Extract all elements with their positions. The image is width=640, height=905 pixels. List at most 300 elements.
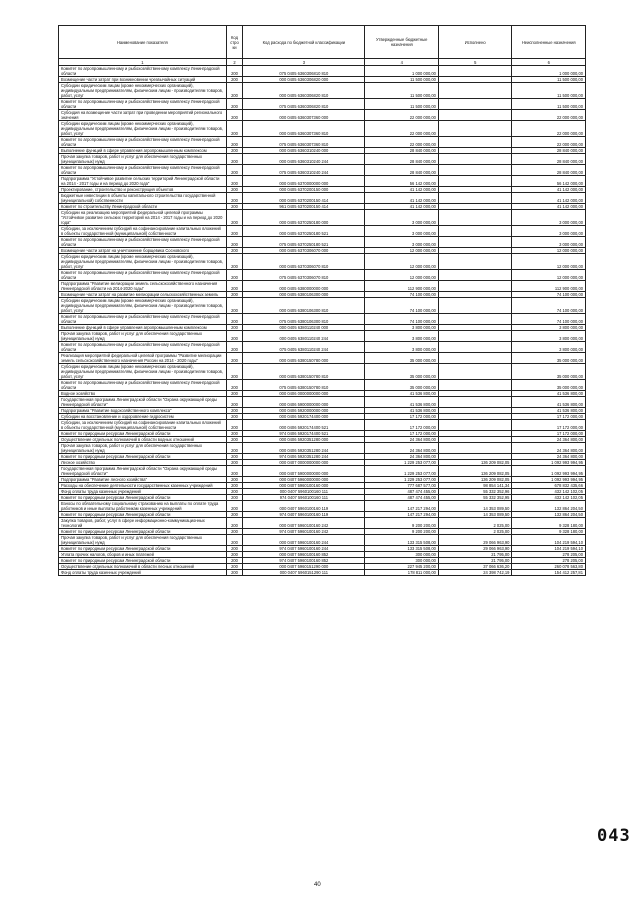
row-name: Лесное хозяйство [59, 460, 227, 466]
row-executed [438, 364, 512, 380]
row-approved: 24 364 800,00 [365, 454, 439, 460]
row-name: Подпрограмма "Развитие лесного хозяйства" [59, 477, 227, 483]
row-approved: 28 840 000,00 [365, 154, 439, 165]
row-unexecuted: 35 000 000,00 [512, 353, 586, 364]
column-number: 2 [226, 59, 243, 66]
row-unexecuted: 1 092 993 994,95 [512, 460, 586, 466]
row-unexecuted: 41 536 800,00 [512, 397, 586, 408]
row-unexecuted: 132 864 204,50 [512, 512, 586, 518]
row-approved: 28 840 000,00 [365, 165, 439, 176]
row-approved: 300 000,00 [365, 558, 439, 564]
table-row [59, 237, 586, 248]
row-approved: 11 500 000,00 [365, 83, 439, 99]
row-name: Подпрограмма "Устойчивое развитие сельских территорий Ленинградской области на 2014 - 2017 годы и на период до 2020 года" [59, 176, 227, 187]
row-classification: 974 0407 5960100160 111 [243, 495, 365, 501]
row-classification: 000 0407 5960100160 119 [243, 501, 365, 512]
row-executed: 14 353 089,50 [438, 501, 512, 512]
row-name: Субсидии юридическим лицам (кроме некоммерческих организаций), индивидуальным предпринимателям, физическим лицам - производителям товаров, работ, услуг [59, 298, 227, 314]
row-classification: 075 0405 6360307360 810 [243, 137, 365, 148]
row-unexecuted: 35 000 000,00 [512, 380, 586, 391]
row-classification: 000 0407 5960000000 000 [243, 477, 365, 483]
table-row [59, 226, 586, 237]
table-row [59, 364, 586, 380]
row-classification: 974 0407 5960100160 119 [243, 512, 365, 518]
row-code: 200 [226, 210, 243, 226]
row-unexecuted: 432 142 102,05 [512, 495, 586, 501]
row-unexecuted: 1 092 993 994,95 [512, 466, 586, 477]
row-approved: 3 000 000,00 [365, 210, 439, 226]
table-row [59, 535, 586, 546]
row-unexecuted: 9 328 180,00 [512, 529, 586, 535]
row-unexecuted: 41 536 800,00 [512, 408, 586, 414]
row-name: Комитет по агропромышленному и рыбохозяйственному комплексу Ленинградской области [59, 165, 227, 176]
row-name: Возмещение части затрат на развитие мелиорации сельскохозяйственных земель [59, 292, 227, 298]
row-unexecuted: 22 000 000,00 [512, 137, 586, 148]
row-executed [438, 99, 512, 110]
row-approved: 22 000 000,00 [365, 137, 439, 148]
header-executed: Исполнено [438, 26, 512, 59]
row-classification: 075 0405 6360306820 810 [243, 99, 365, 110]
row-unexecuted: 28 840 000,00 [512, 165, 586, 176]
row-approved: 74 100 000,00 [365, 298, 439, 314]
row-approved: 3 000 000,00 [365, 226, 439, 237]
row-approved: 1 229 253 077,00 [365, 466, 439, 477]
row-executed [438, 353, 512, 364]
row-code: 200 [226, 570, 243, 576]
row-approved: 3 800 000,00 [365, 342, 439, 353]
row-approved: 487 474 455,00 [365, 489, 439, 495]
table-row [59, 518, 586, 529]
row-approved: 12 000 000,00 [365, 254, 439, 270]
row-unexecuted: 12 000 000,00 [512, 248, 586, 254]
row-executed [438, 226, 512, 237]
row-approved: 112 900 000,00 [365, 281, 439, 292]
row-code: 200 [226, 364, 243, 380]
table-row [59, 529, 586, 535]
row-executed [438, 380, 512, 391]
row-unexecuted: 132 864 204,50 [512, 501, 586, 512]
row-code: 200 [226, 121, 243, 137]
row-executed [438, 83, 512, 99]
row-code: 200 [226, 546, 243, 552]
row-unexecuted: 41 536 800,00 [512, 391, 586, 397]
row-code: 200 [226, 443, 243, 454]
row-approved: 1 000 000,00 [365, 66, 439, 77]
row-unexecuted: 3 800 000,00 [512, 342, 586, 353]
row-code: 200 [226, 176, 243, 187]
table-row [59, 570, 586, 576]
table-row [59, 254, 586, 270]
row-approved: 17 172 000,00 [365, 414, 439, 420]
row-name: Комитет по агропромышленному и рыбохозяйственному комплексу Ленинградской области [59, 342, 227, 353]
row-classification: 000 0405 6360306820 810 [243, 83, 365, 99]
row-executed [438, 110, 512, 121]
row-classification: 974 0406 5920351280 244 [243, 454, 365, 460]
table-row [59, 298, 586, 314]
row-executed: 55 332 352,95 [438, 495, 512, 501]
row-approved: 1 229 253 077,00 [365, 477, 439, 483]
row-approved: 22 000 000,00 [365, 121, 439, 137]
table-row [59, 397, 586, 408]
row-approved: 41 142 000,00 [365, 187, 439, 193]
row-classification: 000 0405 6360307360 000 [243, 110, 365, 121]
row-name: Бюджетные инвестиции в объекты капитального строительства государственной (муниципальной) собственности [59, 193, 227, 204]
row-name: Подпрограмма "Развитие водохозяйственного комплекса" [59, 408, 227, 414]
row-unexecuted: 104 219 594,10 [512, 546, 586, 552]
row-executed [438, 66, 512, 77]
row-code: 200 [226, 535, 243, 546]
row-unexecuted: 74 100 000,00 [512, 292, 586, 298]
row-executed: 98 854 141,34 [438, 483, 512, 489]
row-approved: 777 687 577,00 [365, 483, 439, 489]
row-executed: 55 332 352,96 [438, 489, 512, 495]
header-unexecuted: Неисполненные назначения [512, 26, 586, 59]
row-unexecuted: 24 364 800,00 [512, 454, 586, 460]
row-classification: 000 0405 6370200150 000 [243, 187, 365, 193]
row-name: Комитет по агропромышленному и рыбохозяйственному комплексу Ленинградской области [59, 99, 227, 110]
row-name: Комитет по природным ресурсам Ленинградской области [59, 546, 227, 552]
row-code: 200 [226, 495, 243, 501]
row-code: 200 [226, 489, 243, 495]
row-approved: 41 536 800,00 [365, 397, 439, 408]
table-row [59, 501, 586, 512]
row-name: Возмещение части затрат на уничтожение борщевика Сосновского [59, 248, 227, 254]
row-executed: 136 209 082,05 [438, 466, 512, 477]
row-code: 200 [226, 342, 243, 353]
row-approved: 11 500 000,00 [365, 77, 439, 83]
row-classification: 974 0406 5920174400 521 [243, 431, 365, 437]
row-classification: 000 0405 6360306820 000 [243, 77, 365, 83]
page-number: 40 [314, 882, 321, 888]
row-unexecuted: 12 000 000,00 [512, 270, 586, 281]
row-approved: 3 000 000,00 [365, 237, 439, 248]
row-executed [438, 270, 512, 281]
row-executed: 21 795,00 [438, 558, 512, 564]
row-unexecuted: 28 840 000,00 [512, 148, 586, 154]
row-code: 200 [226, 99, 243, 110]
column-number: 1 [59, 59, 227, 66]
row-classification: 075 0405 6380110240 244 [243, 342, 365, 353]
row-code: 200 [226, 512, 243, 518]
row-classification: 000 0406 5920351280 244 [243, 443, 365, 454]
table-row [59, 137, 586, 148]
header-approved: Утвержденные бюджетные назначения [365, 26, 439, 59]
table-row [59, 477, 586, 483]
row-approved: 41 536 800,00 [365, 408, 439, 414]
row-approved: 35 000 000,00 [365, 364, 439, 380]
table-row [59, 483, 586, 489]
row-unexecuted: 17 172 000,00 [512, 420, 586, 431]
row-unexecuted: 260 078 563,80 [512, 564, 586, 570]
row-unexecuted: 1 000 000,00 [512, 66, 586, 77]
table-row [59, 121, 586, 137]
row-executed: 29 066 963,90 [438, 535, 512, 546]
row-unexecuted: 3 000 000,00 [512, 210, 586, 226]
row-name: Комитет по природным ресурсам Ленинградской области [59, 512, 227, 518]
row-unexecuted: 678 832 435,66 [512, 483, 586, 489]
row-code: 200 [226, 110, 243, 121]
row-classification: 974 0407 5960100160 244 [243, 546, 365, 552]
column-number: 4 [365, 59, 439, 66]
row-approved: 1 229 253 077,00 [365, 460, 439, 466]
row-code: 200 [226, 501, 243, 512]
table-row [59, 83, 586, 99]
row-unexecuted: 41 142 000,00 [512, 204, 586, 210]
row-executed [438, 254, 512, 270]
row-approved: 74 100 000,00 [365, 292, 439, 298]
row-unexecuted: 1 092 993 994,95 [512, 477, 586, 483]
table-row [59, 420, 586, 431]
row-code: 200 [226, 420, 243, 431]
table-row [59, 466, 586, 477]
row-approved: 41 142 000,00 [365, 193, 439, 204]
row-name: Проектирование, строительство и реконструкция объектов [59, 187, 227, 193]
row-name: Комитет по природным ресурсам Ленинградской области [59, 529, 227, 535]
table-row [59, 110, 586, 121]
row-code: 200 [226, 148, 243, 154]
row-code: 200 [226, 518, 243, 529]
row-name: Взносы по обязательному социальному страхованию на выплаты по оплате труда работников и иные выплаты работникам казенных учреждений [59, 501, 227, 512]
row-code: 200 [226, 254, 243, 270]
row-executed: 2 025,00 [438, 529, 512, 535]
row-classification: 000 0405 6380150780 810 [243, 364, 365, 380]
row-name: Субсидии на реализацию мероприятий федеральной целевой программы "Устойчивое развитие сельских территорий на 2014 - 2017 годы и на период до 2020 года" [59, 210, 227, 226]
row-name: Прочая закупка товаров, работ и услуг для обеспечения государственных (муниципальных) нужд [59, 331, 227, 342]
table-row [59, 314, 586, 325]
row-code: 200 [226, 391, 243, 397]
row-unexecuted: 9 328 180,00 [512, 518, 586, 529]
row-unexecuted: 3 800 000,00 [512, 331, 586, 342]
column-number: 6 [512, 59, 586, 66]
row-name: Фонд оплаты труда казенных учреждений [59, 489, 227, 495]
row-name: Выполнение функций в сфере управления агропромышленным комплексом [59, 325, 227, 331]
row-classification: 000 0405 6370306070 000 [243, 248, 365, 254]
row-approved: 9 200 200,00 [365, 518, 439, 529]
row-approved: 22 000 000,00 [365, 110, 439, 121]
row-classification: 000 0405 6380110240 000 [243, 325, 365, 331]
row-name: Субсидии юридическим лицам (кроме некоммерческих организаций), индивидуальным предпринимателям, физическим лицам - производителям товаров, работ, услуг [59, 254, 227, 270]
row-code: 200 [226, 477, 243, 483]
row-code: 200 [226, 564, 243, 570]
row-executed: 29 066 963,90 [438, 546, 512, 552]
row-classification: 000 0407 5960100160 852 [243, 552, 365, 558]
row-name: Возмещение части затрат при возникновении чрезвычайных ситуаций [59, 77, 227, 83]
row-classification: 000 0407 5960100160 111 [243, 489, 365, 495]
row-name: Комитет по природным ресурсам Ленинградской области [59, 558, 227, 564]
row-name: Выполнение функций в сфере управления агропромышленным комплексом [59, 148, 227, 154]
row-unexecuted: 112 900 000,00 [512, 281, 586, 292]
row-name: Осуществление отдельных полномочий в области водных отношений [59, 437, 227, 443]
row-classification: 000 0405 6360307360 810 [243, 121, 365, 137]
row-classification: 000 0405 6370306070 810 [243, 254, 365, 270]
table-row [59, 99, 586, 110]
row-code: 200 [226, 397, 243, 408]
row-unexecuted: 17 172 000,00 [512, 414, 586, 420]
row-classification: 000 0405 6380000000 000 [243, 281, 365, 292]
row-classification: 075 0405 6360310240 244 [243, 165, 365, 176]
row-unexecuted: 278 205,00 [512, 558, 586, 564]
row-code: 200 [226, 325, 243, 331]
row-code: 200 [226, 292, 243, 298]
row-classification: 000 0405 6370000000 000 [243, 176, 365, 187]
row-executed [438, 237, 512, 248]
row-code: 200 [226, 165, 243, 176]
row-approved: 178 811 000,00 [365, 570, 439, 576]
row-classification: 000 0405 6380106300 810 [243, 298, 365, 314]
row-code: 200 [226, 414, 243, 420]
row-approved: 3 800 000,00 [365, 331, 439, 342]
row-name: Субсидии, за исключением субсидий на софинансирование капитальных вложений в объекты государственной (муниципальной) собственности [59, 226, 227, 237]
row-name: Комитет по природным ресурсам Ленинградской области [59, 431, 227, 437]
row-code: 200 [226, 281, 243, 292]
row-executed [438, 193, 512, 204]
row-approved: 147 217 294,00 [365, 512, 439, 518]
row-approved: 133 315 508,00 [365, 535, 439, 546]
row-name: Субсидии на восстановление и оздоровление гидросистем [59, 414, 227, 420]
row-executed [438, 121, 512, 137]
table-row [59, 353, 586, 364]
row-name: Комитет по агропромышленному и рыбохозяйственному комплексу Ленинградской области [59, 237, 227, 248]
row-approved: 9 200 200,00 [365, 529, 439, 535]
row-name: Водное хозяйство [59, 391, 227, 397]
row-code: 200 [226, 380, 243, 391]
table-row [59, 564, 586, 570]
row-approved: 35 000 000,00 [365, 353, 439, 364]
row-name: Комитет по агропромышленному и рыбохозяйственному комплексу Ленинградской области [59, 270, 227, 281]
row-name: Комитет по природным ресурсам Ленинградской области [59, 495, 227, 501]
row-unexecuted: 11 500 000,00 [512, 77, 586, 83]
row-name: Субсидии, за исключением субсидий на софинансирование капитальных вложений в объекты государственной (муниципальной) собственности [59, 420, 227, 431]
row-code: 200 [226, 460, 243, 466]
row-code: 200 [226, 270, 243, 281]
row-code: 200 [226, 193, 243, 204]
row-name: Фонд оплаты труда казенных учреждений [59, 570, 227, 576]
row-code: 200 [226, 154, 243, 165]
row-classification: 000 0406 5920000000 000 [243, 408, 365, 414]
header-name: Наименование показателя [59, 26, 227, 59]
header-code: Код стро ки [226, 26, 243, 59]
row-unexecuted: 41 142 000,00 [512, 187, 586, 193]
table-row [59, 66, 586, 77]
row-unexecuted: 3 000 000,00 [512, 226, 586, 237]
row-unexecuted: 74 100 000,00 [512, 314, 586, 325]
row-unexecuted: 17 172 000,00 [512, 431, 586, 437]
table-row [59, 270, 586, 281]
row-code: 200 [226, 353, 243, 364]
column-number: 3 [243, 59, 365, 66]
row-approved: 24 364 800,00 [365, 437, 439, 443]
table-row [59, 193, 586, 204]
row-classification: 000 0407 5960100160 242 [243, 518, 365, 529]
row-unexecuted: 11 500 000,00 [512, 83, 586, 99]
row-unexecuted: 432 142 102,05 [512, 489, 586, 495]
row-approved: 17 172 000,00 [365, 420, 439, 431]
row-code: 200 [226, 483, 243, 489]
row-executed [438, 165, 512, 176]
row-classification: 000 0405 6380110240 244 [243, 331, 365, 342]
row-approved: 17 172 000,00 [365, 431, 439, 437]
row-executed: 14 353 089,50 [438, 512, 512, 518]
column-number-row [59, 59, 586, 66]
row-code: 200 [226, 298, 243, 314]
row-unexecuted: 154 412 257,81 [512, 570, 586, 576]
row-executed [438, 154, 512, 165]
row-classification: 000 0405 6380150780 000 [243, 353, 365, 364]
row-name: Комитет по агропромышленному и рыбохозяйственному комплексу Ленинградской области [59, 314, 227, 325]
row-code: 200 [226, 529, 243, 535]
row-name: Прочая закупка товаров, работ и услуг для обеспечения государственных (муниципальных) нужд [59, 154, 227, 165]
row-approved: 56 142 000,00 [365, 176, 439, 187]
row-name: Уплата прочих налогов, сборов и иных платежей [59, 552, 227, 558]
row-code: 200 [226, 187, 243, 193]
table-row [59, 154, 586, 165]
row-classification: 000 0405 6360310240 244 [243, 154, 365, 165]
row-classification: 000 0407 5960100160 244 [243, 535, 365, 546]
row-unexecuted: 104 219 594,10 [512, 535, 586, 546]
row-code: 200 [226, 431, 243, 437]
row-executed [438, 281, 512, 292]
row-executed [438, 443, 512, 454]
table-row [59, 489, 586, 495]
row-name: Государственная программа Ленинградской области "Охрана окружающей среды Ленинградской области" [59, 397, 227, 408]
row-code: 200 [226, 248, 243, 254]
stamp-number: 043 [597, 826, 631, 846]
table-row [59, 342, 586, 353]
row-classification: 961 0405 6370200150 414 [243, 204, 365, 210]
budget-table [58, 25, 586, 576]
row-classification: 000 0407 5960151290 000 [243, 564, 365, 570]
row-classification: 075 0405 6370250180 521 [243, 237, 365, 248]
row-name: Прочая закупка товаров, работ и услуг для обеспечения государственных (муниципальных) нужд [59, 443, 227, 454]
row-approved: 24 364 800,00 [365, 443, 439, 454]
column-number: 5 [438, 59, 512, 66]
row-approved: 28 840 000,00 [365, 148, 439, 154]
row-unexecuted: 28 840 000,00 [512, 154, 586, 165]
row-code: 200 [226, 437, 243, 443]
row-classification: 000 0406 5920351280 000 [243, 437, 365, 443]
table-body [59, 66, 586, 576]
row-unexecuted: 22 000 000,00 [512, 110, 586, 121]
row-executed [438, 176, 512, 187]
row-classification: 000 0407 5960151290 111 [243, 570, 365, 576]
table-row [59, 443, 586, 454]
row-executed: 2 025,00 [438, 518, 512, 529]
row-classification: 000 0407 0000000000 000 [243, 460, 365, 466]
row-name: Комитет по природным ресурсам Ленинградской области [59, 454, 227, 460]
row-classification: 000 0406 5900000000 000 [243, 397, 365, 408]
table-row [59, 546, 586, 552]
row-unexecuted: 24 364 800,00 [512, 443, 586, 454]
row-approved: 147 217 294,00 [365, 501, 439, 512]
row-code: 200 [226, 83, 243, 99]
row-code: 200 [226, 314, 243, 325]
row-name: Комитет по агропромышленному и рыбохозяйственному комплексу Ленинградской области [59, 66, 227, 77]
row-unexecuted: 74 100 000,00 [512, 298, 586, 314]
table-row [59, 281, 586, 292]
row-executed [438, 298, 512, 314]
row-unexecuted: 35 000 000,00 [512, 364, 586, 380]
row-executed: 37 066 636,20 [438, 564, 512, 570]
row-approved: 35 000 000,00 [365, 380, 439, 391]
row-classification: 000 0405 6370200150 414 [243, 193, 365, 204]
row-name: Комитет по агропромышленному и рыбохозяйственному комплексу Ленинградской области [59, 137, 227, 148]
row-executed [438, 210, 512, 226]
row-approved: 74 100 000,00 [365, 314, 439, 325]
row-executed: 136 209 082,05 [438, 460, 512, 466]
row-name: Закупка товаров, работ, услуг в сфере информационно-коммуникационных технологий [59, 518, 227, 529]
row-name: Прочая закупка товаров, работ и услуг для обеспечения государственных (муниципальных) нужд [59, 535, 227, 546]
row-name: Субсидии юридическим лицам (кроме некоммерческих организаций), индивидуальным предпринимателям, физическим лицам - производителям товаров, работ, услуг [59, 121, 227, 137]
